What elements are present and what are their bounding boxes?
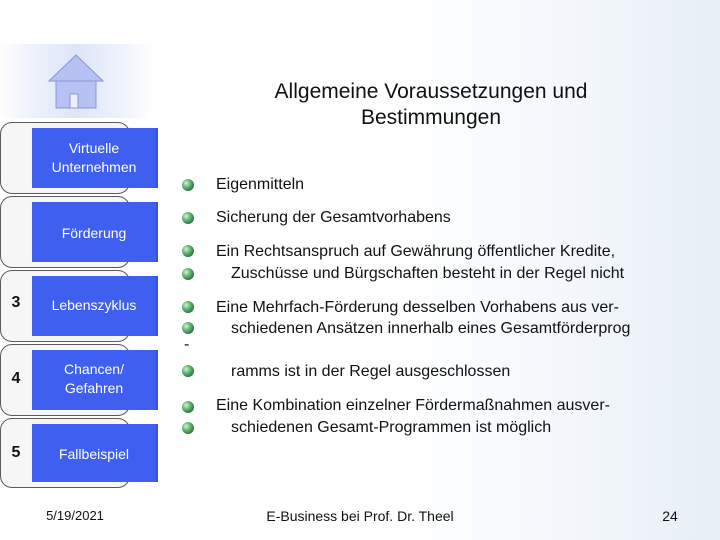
page-number: 24 xyxy=(662,508,678,524)
bullet-icon xyxy=(181,300,195,314)
bullet-text: Zuschüsse und Bürgschaften besteht in der Regel nicht xyxy=(231,265,625,282)
title-line-1: Allgemeine Voraussetzungen und xyxy=(274,80,588,103)
sidebar-item-label-line: Unternehmen xyxy=(51,159,137,175)
bullet-text: schiedenen Gesamt-Programmen ist möglich xyxy=(231,419,552,436)
sidebar-item-number: 4 xyxy=(11,370,21,387)
bullet-icon xyxy=(181,244,195,258)
slide-title xyxy=(230,79,632,131)
sidebar-item-label: Lebenszyklus xyxy=(51,297,137,313)
bullet-icon xyxy=(181,421,195,435)
sidebar-item-number: 3 xyxy=(11,294,21,311)
bullet-text: ramms ist in der Regel ausgeschlossen xyxy=(231,363,511,380)
sidebar-item-label-line: Virtuelle xyxy=(68,140,120,156)
title-line-2: Bestimmungen xyxy=(360,106,502,129)
sidebar-item-label xyxy=(32,360,156,398)
bullet-text: Sicherung der Gesamtvorhabens xyxy=(216,209,451,226)
bullet-text: Eine Mehrfach-Förderung desselben Vorhabens aus ver- xyxy=(216,299,619,316)
bullet-text: Eigenmitteln xyxy=(216,176,305,193)
bullet-text: Ein Rechtsanspruch auf Gewährung öffentlicher Kredite, xyxy=(216,243,616,260)
dash-marker: - xyxy=(184,336,190,353)
bullet-icon xyxy=(181,178,195,192)
bullet-text: schiedenen Ansätzen innerhalb eines Gesamtförderprog xyxy=(231,320,631,337)
sidebar-item-label-line: Chancen/ xyxy=(64,361,124,377)
sidebar-item-label-line: Gefahren xyxy=(64,380,124,396)
bullet-icon xyxy=(181,211,195,225)
footer-text: E-Business bei Prof. Dr. Theel xyxy=(266,508,454,524)
bullet-icon xyxy=(181,364,195,378)
sidebar-item-label: Fallbeispiel xyxy=(58,446,130,462)
home-icon[interactable] xyxy=(46,52,106,110)
bullet-icon xyxy=(181,267,195,281)
bullet-text: Eine Kombination einzelner Fördermaßnahmen ausver- xyxy=(216,397,610,414)
sidebar-item-label xyxy=(32,139,156,177)
footer-date: 5/19/2021 xyxy=(46,508,104,523)
bullet-icon xyxy=(181,321,195,335)
bullet-icon xyxy=(181,400,195,414)
sidebar-item-label: Förderung xyxy=(61,225,127,241)
sidebar-item-number: 5 xyxy=(11,444,21,461)
